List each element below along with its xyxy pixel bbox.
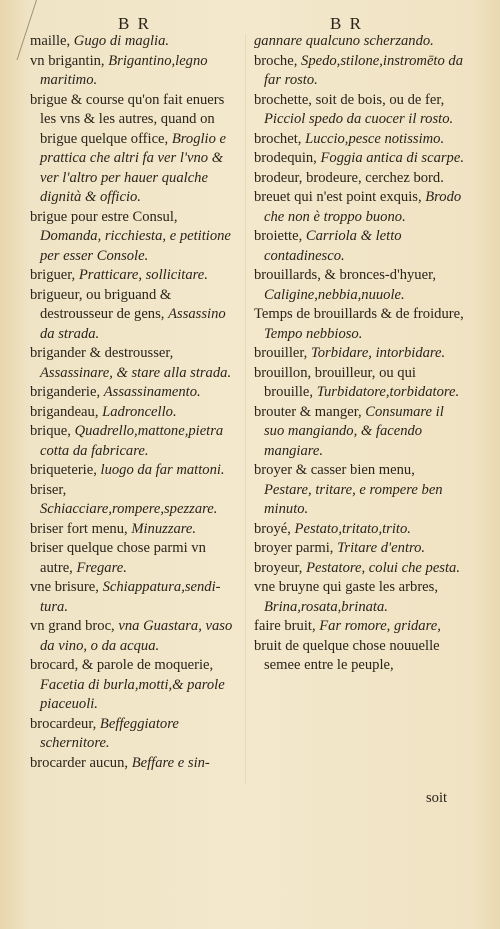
italian-translation: Quadrello,mattone,pietra cotta da fabricare. xyxy=(40,423,224,459)
french-term: brigandeau, xyxy=(30,403,99,420)
header-left: B R xyxy=(118,14,151,33)
dictionary-entry xyxy=(254,169,466,189)
italian-translation: Pratticare, sollicitare. xyxy=(78,267,208,283)
italian-translation: vna Guastara, vaso da vino, o da acqua. xyxy=(40,618,233,654)
french-term: vne bruyne qui gaste les arbres, xyxy=(254,579,438,595)
french-term: brouillards, & bronces-d'hyuer, xyxy=(254,267,436,283)
french-term: breuet qui n'est point exquis, xyxy=(254,189,422,205)
french-term: brochette, soit de bois, ou de fer, xyxy=(254,91,445,108)
italian-translation: Luccio,pesce notissimo. xyxy=(305,130,445,147)
italian-translation: Facetia di burla,motti,& parole piaceuoli. xyxy=(40,676,225,712)
italian-translation: Caligine,nebbia,nuuole. xyxy=(264,286,405,303)
french-term: vn grand broc, xyxy=(30,618,115,634)
french-term: brouter & manger, xyxy=(254,403,362,420)
dictionary-entry xyxy=(30,520,242,540)
italian-translation: Consumare il suo mangiando, & facendo mangiare. xyxy=(264,403,444,459)
dictionary-entry xyxy=(254,364,466,403)
italian-translation: Broglio e prattica che altri fa ver l'vno & ver l'altro per hauer qualche dignità & officio. xyxy=(40,130,227,205)
french-term: brodeur, brodeure, cerchez bord. xyxy=(254,169,444,186)
italian-translation: luogo da far mattoni. xyxy=(100,462,225,478)
french-term: briqueterie, xyxy=(30,462,97,478)
french-term: brodequin, xyxy=(254,150,317,166)
italian-translation: Foggia antica di scarpe. xyxy=(320,150,464,166)
dictionary-entry xyxy=(254,559,466,579)
dictionary-entry xyxy=(254,188,466,227)
dictionary-entry xyxy=(254,403,466,462)
dictionary-entry xyxy=(30,481,242,520)
dictionary-entry xyxy=(30,422,242,461)
french-term: briser quelque chose parmi vn autre, xyxy=(30,540,206,576)
french-term: broyer & casser bien menu, xyxy=(254,462,415,478)
dictionary-entry xyxy=(30,403,242,423)
italian-translation: Assassino da strada. xyxy=(40,306,226,342)
french-term: briser, xyxy=(30,481,67,498)
dictionary-entry xyxy=(254,305,466,344)
french-term: brique, xyxy=(30,423,71,439)
italian-translation: Torbidare, intorbidare. xyxy=(310,345,446,361)
italian-translation: Assassinamento. xyxy=(103,384,201,400)
italian-translation: Schiappatura,sendi-tura. xyxy=(40,579,221,615)
italian-translation: gannare qualcuno scherzando. xyxy=(254,33,434,49)
italian-translation: Beffare e sin- xyxy=(131,754,210,771)
dictionary-entry xyxy=(254,91,466,130)
french-term: vne brisure, xyxy=(30,579,99,595)
dictionary-entry xyxy=(254,578,466,617)
french-term: brocarder aucun, xyxy=(30,754,129,771)
right-column xyxy=(254,32,466,676)
italian-translation: Turbidatore,torbidatore. xyxy=(316,384,460,400)
italian-translation: Gugo di maglia. xyxy=(73,33,170,49)
french-term: brigue pour estre Consul, xyxy=(30,208,178,225)
dictionary-entry xyxy=(30,208,242,267)
dictionary-entry xyxy=(30,578,242,617)
dictionary-entry xyxy=(254,637,466,676)
dictionary-entry xyxy=(254,149,466,169)
italian-translation: Beffeggiatore schernitore. xyxy=(40,715,179,751)
french-term: brigander & destrousser, xyxy=(30,345,174,361)
french-term: briguer, xyxy=(30,267,76,283)
header-right: B R xyxy=(330,14,363,33)
french-term: bruit de quelque chose nouuelle semee entre le peuple, xyxy=(254,637,440,673)
dictionary-entry xyxy=(254,539,466,559)
dictionary-entry xyxy=(30,539,242,578)
italian-translation: Tempo nebbioso. xyxy=(264,325,363,342)
italian-translation: Pestare, tritare, e rompere ben minuto. xyxy=(264,481,443,517)
dictionary-entry xyxy=(30,91,242,208)
french-term: brochet, xyxy=(254,130,302,147)
italian-translation: Ladroncello. xyxy=(102,403,177,420)
italian-translation: Brina,rosata,brinata. xyxy=(264,598,388,615)
french-term: vn brigantin, xyxy=(30,52,105,69)
dictionary-entry xyxy=(254,520,466,540)
italian-translation: Schiacciare,rompere,spezzare. xyxy=(40,501,218,517)
dictionary-entry xyxy=(30,344,242,383)
italian-translation: Minuzzare. xyxy=(131,520,197,537)
italian-translation: Far romore, gridare, xyxy=(319,618,441,634)
dictionary-entry xyxy=(254,344,466,364)
dictionary-entry xyxy=(254,32,466,52)
dictionary-entry xyxy=(30,656,242,715)
dictionary-entry xyxy=(30,266,242,286)
french-term: broyer parmi, xyxy=(254,540,334,556)
dictionary-entry xyxy=(30,52,242,91)
italian-translation: Pestatore, colui che pesta. xyxy=(306,559,460,576)
french-term: broiette, xyxy=(254,228,303,244)
italian-translation: Pestato,tritato,trito. xyxy=(294,520,411,537)
dictionary-entry xyxy=(30,715,242,754)
italian-translation: Carriola & letto contadinesco. xyxy=(264,228,402,264)
catchword: soit xyxy=(426,790,448,806)
italian-translation: Tritare d'entro. xyxy=(337,540,426,556)
french-term: brigueur, ou briguand & destrousseur de gens, xyxy=(30,286,172,322)
left-column xyxy=(30,32,242,773)
french-term: broyé, xyxy=(254,520,291,537)
french-term: broyeur, xyxy=(254,559,303,576)
french-term: brocardeur, xyxy=(30,715,97,732)
italian-translation: Domanda, ricchiesta, e petitione per esser Console. xyxy=(40,228,231,264)
dictionary-entry xyxy=(254,227,466,266)
italian-translation: Spedo,stilone,instromēto da far rosto. xyxy=(264,52,464,88)
french-term: brocard, & parole de moquerie, xyxy=(30,657,214,673)
french-term: faire bruit, xyxy=(254,618,316,634)
dictionary-entry xyxy=(30,286,242,345)
french-term: brouillon, brouilleur, ou qui brouille, xyxy=(254,364,416,400)
italian-translation: Fregare. xyxy=(76,559,127,576)
french-term: briganderie, xyxy=(30,384,101,400)
french-term: maille, xyxy=(30,33,71,49)
dictionary-entry xyxy=(254,266,466,305)
french-term: broche, xyxy=(254,52,298,69)
french-term: Temps de brouillards & de froidure, xyxy=(254,306,464,322)
dictionary-entry xyxy=(254,617,466,637)
dictionary-entry xyxy=(30,383,242,403)
dictionary-entry xyxy=(254,52,466,91)
italian-translation: Brodo che non è troppo buono. xyxy=(264,189,462,225)
italian-translation: Assassinare, & stare alla strada. xyxy=(40,364,232,381)
french-term: brigue & course qu'on fait enuers les vns & les autres, quand on brigue quelque office, xyxy=(30,91,225,147)
dictionary-entry xyxy=(254,130,466,150)
french-term: brouiller, xyxy=(254,345,308,361)
dictionary-entry xyxy=(30,461,242,481)
dictionary-entry xyxy=(30,32,242,52)
french-term: briser fort menu, xyxy=(30,520,128,537)
dictionary-entry xyxy=(30,617,242,656)
dictionary-entry xyxy=(30,754,242,774)
italian-translation: Picciol spedo da cuocer il rosto. xyxy=(264,111,454,127)
italian-translation: Brigantino,legno maritimo. xyxy=(40,52,208,88)
column-gutter xyxy=(245,34,246,784)
dictionary-entry xyxy=(254,461,466,520)
